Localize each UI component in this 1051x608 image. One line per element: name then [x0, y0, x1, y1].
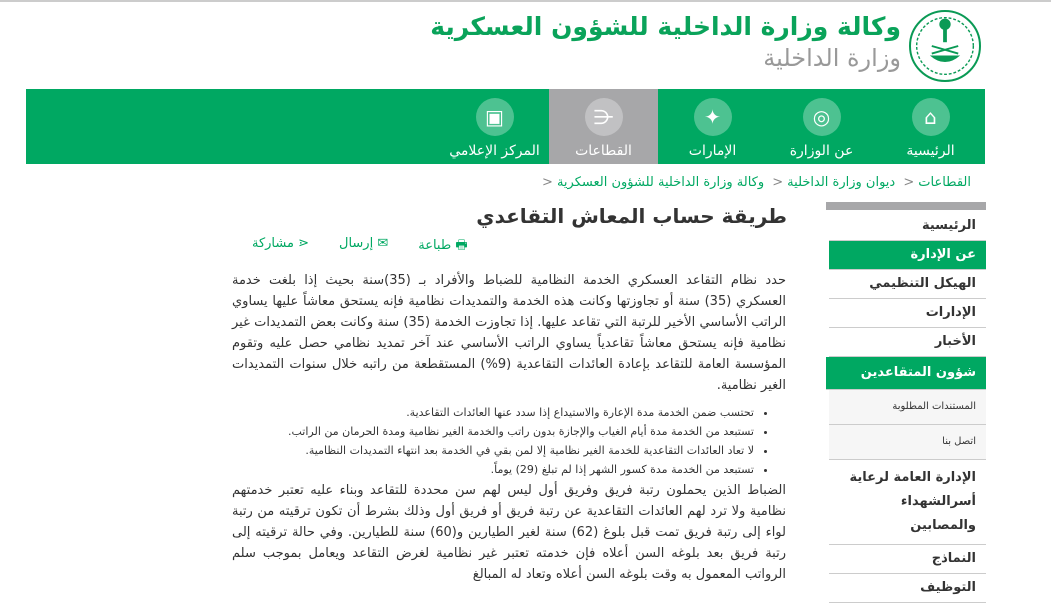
list-item: • تستبعد من الخدمة مدة أيام الغياب والإجازة بدون راتب والخدمة الغير نظامية ومدة الحرمان من الراتب.	[232, 423, 754, 441]
ministry-logo[interactable]	[909, 10, 981, 82]
site-subtitle: وزارة الداخلية	[763, 44, 901, 72]
site-header	[281, 6, 981, 86]
share-button[interactable]: ⋖ مشاركة	[252, 236, 309, 251]
page-title: طريقة حساب المعاش التقاعدي	[476, 204, 787, 228]
list-item: • تستبعد من الخدمة مدة كسور الشهر إذا لم تبلغ (29) يوماً.	[232, 461, 754, 479]
share-icon: ⋖	[293, 236, 309, 251]
send-button[interactable]: ✉ إرسال	[339, 236, 389, 251]
breadcrumb-link[interactable]: ديوان وزارة الداخلية	[787, 175, 896, 190]
share-nodes-icon: ⋲	[585, 98, 623, 136]
envelope-icon: ✉	[373, 236, 389, 251]
nav-sectors[interactable]: ⋲ القطاعات	[549, 89, 658, 164]
article-body	[232, 270, 786, 585]
print-icon: 🖶	[451, 238, 468, 253]
nav-media-center[interactable]: ▣ المركز الإعلامي	[440, 89, 549, 164]
list-item: • تحتسب ضمن الخدمة مدة الإعارة والاستيداع إذا سدد عنها العائدات التقاعدية.	[232, 404, 754, 422]
page-actions	[252, 236, 468, 258]
sidebar-item-about[interactable]: عن الإدارة	[829, 241, 986, 270]
sidebar-item-employment[interactable]: التوظيف	[829, 574, 986, 603]
tv-icon: ▣	[476, 98, 514, 136]
breadcrumb-link[interactable]: وكالة وزارة الداخلية للشؤون العسكرية	[556, 175, 765, 190]
sidebar-item-martyrs-families[interactable]: الإدارة العامة لرعاية أسرالشهداء والمصابين	[829, 460, 986, 545]
sidebar	[826, 202, 986, 603]
bullet-list	[232, 404, 766, 479]
home-icon: ⌂	[912, 98, 950, 136]
list-item: • لا تعاد العائدات التقاعدية للخدمة الغير نظامية إلا لمن بقي في الخدمة بعد انتهاء التمديدات النظامية.	[232, 442, 754, 460]
chevron-icon: <	[542, 175, 553, 190]
sidebar-item-forms[interactable]: النماذج	[829, 545, 986, 574]
sidebar-item-home[interactable]: الرئيسية	[829, 210, 986, 241]
map-icon: ✦	[694, 98, 732, 136]
main-nav	[26, 89, 985, 164]
sidebar-subitem-contact-us[interactable]: اتصل بنا	[829, 425, 986, 460]
sidebar-item-news[interactable]: الأخبار	[829, 328, 986, 357]
nav-about-ministry[interactable]: ◎ عن الوزارة	[767, 89, 876, 164]
chevron-icon: <	[903, 175, 915, 190]
nav-emirates[interactable]: ✦ الإمارات	[658, 89, 767, 164]
paragraph: الضباط الذين يحملون رتبة فريق وفريق أول ليس لهم سن محددة للتقاعد وبناء عليه تعتبر خدمتهم نظامية ولا ترد لهم العائدات التقاعدية عن رتبة فريق أو فريق أول وذلك بشرط أن تكون ترقيته من رتبة لواء إلى رتبة فريق تمت قبل بلوغ (62) سنة لغير الطيارين و(60) سنة للطيارين. وفي حالة ترقيته إلى رتبة فريق بعد بلوغه السن أعلاه فإن خدمته تعتبر غير نظامية لغرض التقاعد ويعامل بموجب سلم الرواتب المعمول به وقت بلوغه السن أعلاه وتعاد له المبالغ	[232, 483, 786, 582]
print-button[interactable]: 🖶 طباعة	[418, 238, 468, 253]
sidebar-top-bar	[826, 202, 986, 210]
site-title: وكالة وزارة الداخلية للشؤون العسكرية	[430, 12, 901, 41]
paragraph: حدد نظام التقاعد العسكري الخدمة النظامية للضباط والأفراد بـ (35)سنة بحيث إذا بلغت خدمة العسكري (35) سنة أو تجاوزتها وكانت هذه الخدمة والتمديدات نظامية فإنه يستحق معاشاً عليها يساوي الراتب الأساسي الأخير للرتبة التي تقاعد عليها. إذا تجاوزت الخدمة (35) سنة وكانت بعض التمديدات غير نظامية فإنه يستحق معاشاً تقاعدياً يساوي الراتب الأساسي عند آخر تمديد نظامي حصل عليه وتقوم المؤسسة العامة للتقاعد بإعادة العائدات التقاعدية (9%) المستقطعة من راتبه خلال سنوات التمديدات الغير نظامية.	[232, 273, 786, 393]
nav-home[interactable]: ⌂ الرئيسية	[876, 89, 985, 164]
breadcrumb	[538, 175, 971, 190]
breadcrumb-link[interactable]: القطاعات	[918, 175, 971, 190]
sidebar-item-retirees-affairs[interactable]: شؤون المتقاعدين	[826, 357, 986, 390]
sidebar-item-org-structure[interactable]: الهيكل التنظيمي	[829, 270, 986, 299]
sidebar-item-departments[interactable]: الإدارات	[829, 299, 986, 328]
chevron-icon: <	[772, 175, 784, 190]
emblem-icon: ◎	[803, 98, 841, 136]
sidebar-subitem-required-documents[interactable]: المستندات المطلوبة	[829, 390, 986, 425]
